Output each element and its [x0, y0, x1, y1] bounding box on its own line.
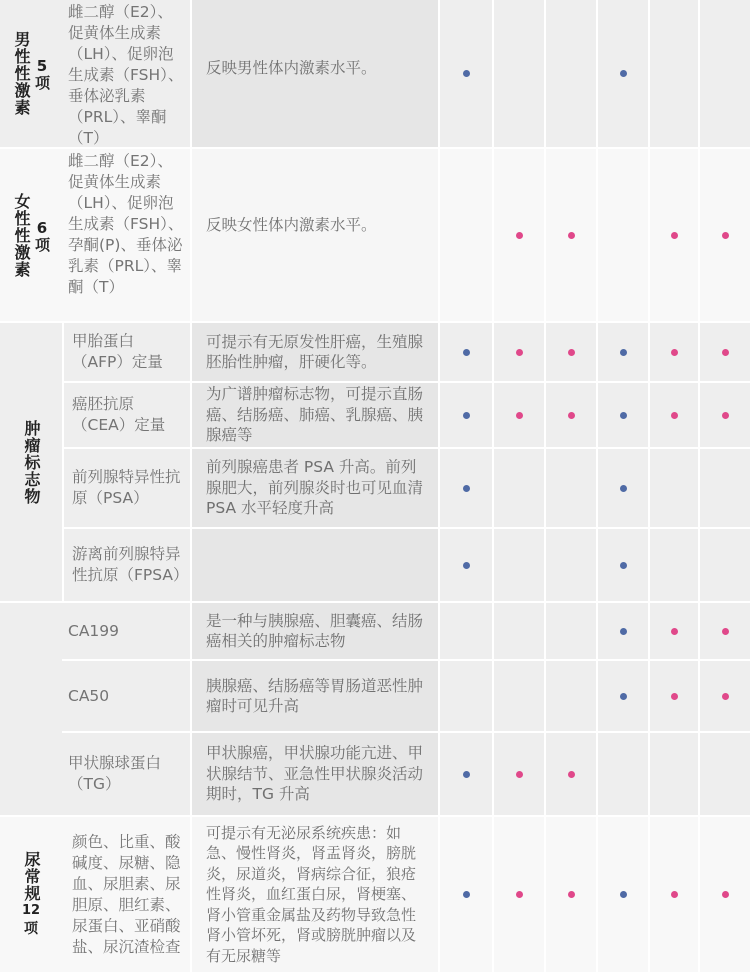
category-cell	[0, 149, 62, 321]
package-cell	[650, 383, 698, 447]
included-dot	[516, 412, 523, 419]
package-cell	[546, 0, 596, 147]
included-dot	[516, 232, 523, 239]
package-cell	[650, 0, 698, 147]
item-description	[192, 529, 438, 601]
included-dot	[620, 562, 627, 569]
included-dot	[568, 771, 575, 778]
item-description: 可提示有无原发性肝癌，生殖腺胚胎性肿瘤，肝硬化等。	[192, 323, 438, 381]
category-count: 6项	[33, 218, 51, 252]
item-description: 胰腺癌、结肠癌等胃肠道恶性肿瘤时可见升高	[192, 661, 438, 731]
package-cell	[700, 529, 750, 601]
item-description: 反映男性体内激素水平。	[192, 0, 438, 147]
package-cell	[598, 733, 648, 815]
row-divider	[0, 321, 750, 323]
package-cell	[494, 661, 544, 731]
included-dot	[671, 232, 678, 239]
package-cell	[650, 323, 698, 381]
package-cell	[494, 149, 544, 321]
package-cell	[440, 149, 492, 321]
package-cell	[440, 603, 492, 659]
package-cell	[546, 817, 596, 972]
table-row	[0, 323, 750, 815]
included-dot	[722, 232, 729, 239]
included-dot	[722, 349, 729, 356]
item-description: 前列腺癌患者 PSA 升高。前列腺肥大，前列腺炎时也可见血清 PSA 水平轻度升高	[192, 449, 438, 527]
package-cell	[598, 661, 648, 731]
included-dot	[516, 891, 523, 898]
package-cell	[440, 449, 492, 527]
package-cell	[650, 603, 698, 659]
package-cell	[546, 529, 596, 601]
included-dot	[671, 891, 678, 898]
item-description: 反映女性体内激素水平。	[192, 149, 438, 321]
package-cell	[598, 529, 648, 601]
package-cell	[700, 149, 750, 321]
item-name: CA50	[68, 686, 110, 705]
included-dot	[463, 70, 470, 77]
package-cell	[440, 323, 492, 381]
included-dot	[463, 891, 470, 898]
item-description: 甲状腺癌，甲状腺功能亢进、甲状腺结节、亚急性甲状腺炎活动期时，TG 升高	[192, 733, 438, 815]
package-cell	[650, 817, 698, 972]
package-cell	[650, 449, 698, 527]
included-dot	[463, 771, 470, 778]
row-divider	[0, 815, 750, 817]
package-cell	[546, 603, 596, 659]
table-row	[0, 149, 750, 321]
package-cell	[494, 383, 544, 447]
package-cell	[700, 733, 750, 815]
package-cell	[598, 323, 648, 381]
category-count	[22, 902, 40, 938]
package-cell	[700, 383, 750, 447]
package-cell	[494, 0, 544, 147]
included-dot	[620, 485, 627, 492]
included-dot	[722, 628, 729, 635]
included-dot	[620, 349, 627, 356]
included-dot	[463, 412, 470, 419]
package-cell	[546, 661, 596, 731]
item-name: 雌二醇（E2）、促黄体生成素（LH）、促卵泡生成素（FSH）、垂体泌乳素（PRL）、睾酮（T）	[68, 3, 184, 147]
category-label: 肿瘤标志物	[22, 419, 41, 505]
included-dot	[671, 412, 678, 419]
column-divider	[698, 0, 700, 972]
included-dot	[568, 412, 575, 419]
included-dot	[516, 349, 523, 356]
package-cell	[598, 817, 648, 972]
row-divider	[0, 147, 750, 149]
column-divider	[544, 0, 546, 972]
item-name: 前列腺特异性抗原（PSA）	[72, 468, 181, 507]
included-dot	[620, 891, 627, 898]
included-dot	[722, 891, 729, 898]
item-name: 甲胎蛋白（AFP）定量	[72, 332, 163, 371]
item-name: 游离前列腺特异性抗原（FPSA）	[72, 545, 189, 584]
package-cell	[440, 383, 492, 447]
included-dot	[671, 349, 678, 356]
category-count-number: 12	[21, 903, 41, 918]
package-cell	[546, 733, 596, 815]
category-cell	[0, 817, 62, 972]
column-divider	[190, 0, 192, 972]
package-cell	[546, 449, 596, 527]
package-cell	[440, 661, 492, 731]
package-cell	[494, 817, 544, 972]
item-description: 是一种与胰腺癌、胆囊癌、结肠癌相关的肿瘤标志物	[192, 603, 438, 659]
column-divider	[648, 0, 650, 972]
package-cell	[700, 0, 750, 147]
included-dot	[671, 693, 678, 700]
included-dot	[568, 891, 575, 898]
package-cell	[546, 149, 596, 321]
package-cell	[650, 661, 698, 731]
package-cell	[598, 149, 648, 321]
included-dot	[671, 628, 678, 635]
column-divider	[596, 0, 598, 972]
category-cell	[0, 323, 62, 601]
included-dot	[568, 232, 575, 239]
item-name: 甲状腺球蛋白（TG）	[68, 754, 162, 793]
included-dot	[722, 412, 729, 419]
package-cell	[494, 603, 544, 659]
included-dot	[722, 693, 729, 700]
package-cell	[598, 603, 648, 659]
package-cell	[440, 733, 492, 815]
category-label: 尿常规	[22, 851, 41, 902]
package-cell	[546, 383, 596, 447]
package-cell	[494, 529, 544, 601]
divider	[62, 323, 64, 601]
package-cell	[650, 733, 698, 815]
package-cell	[650, 529, 698, 601]
package-cell	[700, 817, 750, 972]
included-dot	[620, 628, 627, 635]
package-cell	[700, 661, 750, 731]
item-description: 可提示有无泌尿系统疾患：如急、慢性肾炎，肾盂肾炎，膀胱炎，尿道炎，肾病综合征，狼疮性肾炎，血红蛋白尿，肾梗塞、肾小管重金属盐及药物导致急性肾小管坏死，肾或膀胱肿瘤以及有无尿糖等	[192, 817, 438, 972]
package-cell	[440, 817, 492, 972]
package-cell	[598, 449, 648, 527]
category-label: 女性性激素	[12, 192, 31, 278]
item-name: 癌胚抗原（CEA）定量	[72, 395, 166, 434]
package-cell	[700, 323, 750, 381]
item-name: 颜色、比重、酸碱度、尿糖、隐血、尿胆素、尿胆原、胆红素、尿蛋白、亚硝酸盐、尿沉渣检查	[72, 832, 181, 956]
included-dot	[620, 693, 627, 700]
package-cell	[440, 0, 492, 147]
package-cell	[700, 603, 750, 659]
package-cell	[494, 323, 544, 381]
table-row	[0, 0, 750, 147]
package-cell	[700, 449, 750, 527]
item-name: 雌二醇（E2）、促黄体生成素（LH）、促卵泡生成素（FSH）、孕酮(P)、垂体泌乳素（PRL）、睾酮（T）	[68, 152, 184, 296]
item-description: 为广谱肿瘤标志物，可提示直肠癌、结肠癌、肺癌、乳腺癌、胰腺癌等	[192, 383, 438, 447]
included-dot	[463, 485, 470, 492]
included-dot	[568, 349, 575, 356]
package-cell	[546, 323, 596, 381]
category-count-unit: 项	[24, 921, 38, 937]
included-dot	[620, 70, 627, 77]
category-label: 男性性激素	[12, 31, 31, 116]
included-dot	[463, 562, 470, 569]
category-count: 5项	[33, 57, 51, 90]
package-cell	[494, 733, 544, 815]
category-cell	[0, 0, 62, 147]
column-divider	[438, 0, 440, 972]
package-cell	[440, 529, 492, 601]
package-cell	[598, 383, 648, 447]
included-dot	[516, 771, 523, 778]
table-row	[0, 817, 750, 972]
included-dot	[463, 349, 470, 356]
package-cell	[598, 0, 648, 147]
package-cell	[494, 449, 544, 527]
package-cell	[650, 149, 698, 321]
column-divider	[492, 0, 494, 972]
item-name: CA199	[68, 621, 120, 640]
included-dot	[620, 412, 627, 419]
